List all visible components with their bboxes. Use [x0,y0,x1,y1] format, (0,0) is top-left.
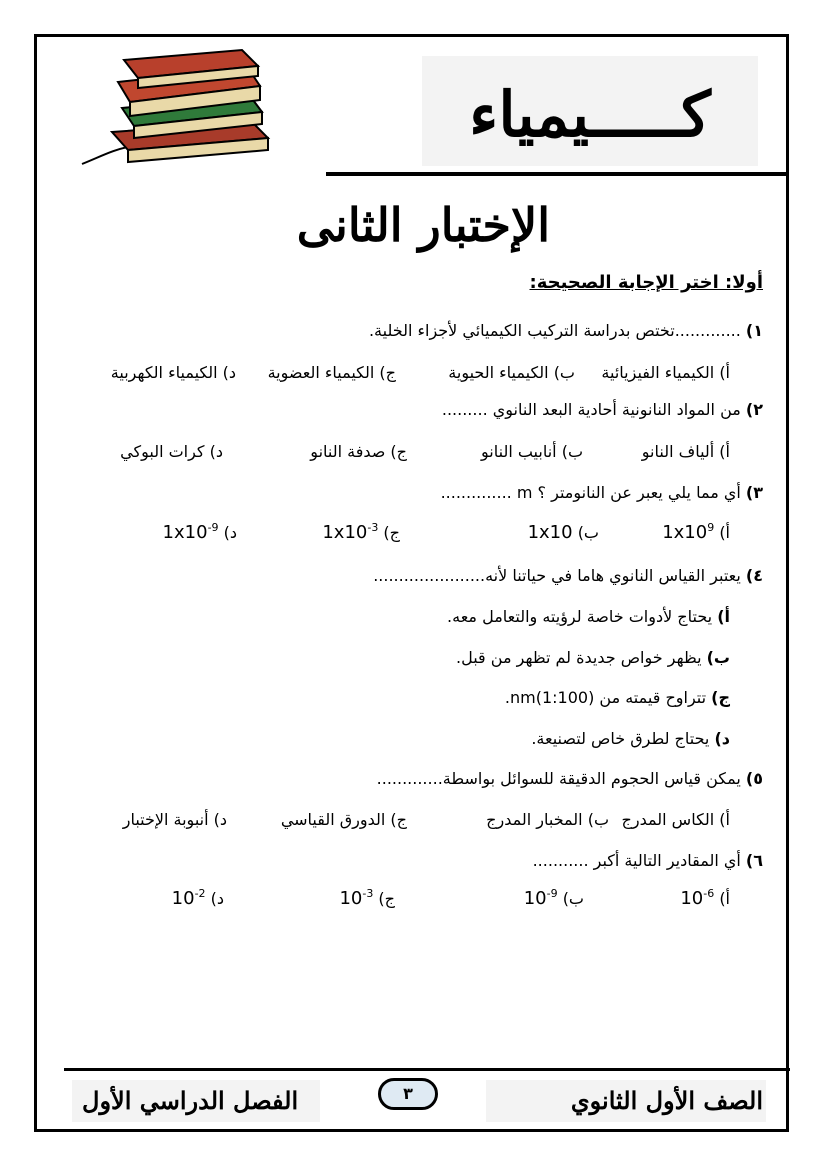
option-d: د) كرات البوكي [120,442,223,461]
option-value: 1x10 [527,522,573,543]
option-b [524,888,584,909]
option-letter: ج) [711,688,730,707]
books-icon [72,46,277,172]
question-4 [373,566,763,585]
question-2 [442,400,763,419]
term-label: الفصل الدراسي الأول [82,1086,299,1115]
option-c: ج) الدورق القياسي [280,810,407,829]
option-b: ب) أنابيب النانو [481,442,583,461]
question-text: .............تختص بدراسة التركيب الكيميائي لأجزاء الخلية. [368,321,741,340]
option-value: $10^{-2}$ [171,887,206,909]
section-heading: أولا: اختر الإجابة الصحيحة: [529,272,763,293]
option-text: يحتاج لطرق خاص لتصنيعة. [531,729,710,748]
option-text: يحتاج لأدوات خاصة لرؤيته والتعامل معه. [447,607,713,626]
option-letter: ج) [378,889,395,908]
question-number: ٤) [745,566,763,585]
option-value: $10^{-9}$ [523,887,558,909]
option-c [505,688,730,707]
subject-title: كـــــيمياء [469,78,711,151]
option-a: أ) الكيمياء الفيزيائية [601,363,730,382]
page-number: ٣ [378,1078,438,1110]
option-value: $1x10^{-3}$ [322,521,379,543]
option-letter: د) [210,889,224,908]
option-c [322,522,400,543]
option-letter: أ) [719,523,730,542]
option-c [339,888,395,909]
question-1 [369,321,763,340]
option-a [447,607,730,626]
option-a [680,888,730,909]
question-6 [533,851,763,870]
option-letter: ج) [383,523,400,542]
question-number: ٣) [745,483,763,502]
grade-label: الصف الأول الثانوي [570,1086,763,1115]
question-number: ٥) [745,769,763,788]
option-d: د) أنبوبة الإختبار [122,810,227,829]
option-d [172,888,224,909]
option-a: أ) الكاس المدرج [621,810,730,829]
option-letter: د) [714,729,730,748]
question-number: ١) [745,321,763,340]
option-b [528,522,599,543]
option-text: تتراوح قيمته من (1:100)nm. [504,688,707,707]
option-value: $10^{-6}$ [680,887,715,909]
option-a: أ) ألياف النانو [641,442,730,461]
option-letter: أ) [717,607,730,626]
option-d: د) الكيمياء الكهربية [110,363,236,382]
option-value: $10^{-3}$ [339,887,374,909]
option-letter: ب) [562,889,584,908]
option-value: $1x10^{-9}$ [162,521,219,543]
option-b [456,648,730,667]
question-text: أي المقادير التالية أكبر ........... [532,851,741,870]
option-letter: ب) [706,648,730,667]
question-3 [441,483,763,502]
option-letter: أ) [719,889,730,908]
question-number: ٢) [745,400,763,419]
test-title: الإختبار الثانى [296,198,550,252]
option-d [531,729,730,748]
header-divider [326,172,789,176]
option-d [163,522,237,543]
option-a [662,522,730,543]
option-letter: د) [223,523,237,542]
option-b: ب) المخبار المدرج [486,810,609,829]
question-number: ٦) [745,851,763,870]
option-text: يظهر خواص جديدة لم تظهر من قبل. [456,648,702,667]
question-5 [377,769,763,788]
question-text: أي مما يلي يعبر عن النانومتر ؟ m .............. [440,483,741,502]
option-c: ج) الكيمياء العضوية [267,363,396,382]
option-c: ج) صدفة النانو [310,442,407,461]
footer-divider [64,1068,790,1071]
option-letter: ب) [577,523,599,542]
question-text: يعتبر القياس النانوي هاما في حياتنا لأنه...................... [373,566,741,585]
question-text: يمكن قياس الحجوم الدقيقة للسوائل بواسطة............. [376,769,741,788]
option-value: $1x10^9$ [662,521,715,543]
question-text: من المواد النانونية أحادية البعد النانوي ......... [441,400,741,419]
option-b: ب) الكيمياء الحيوية [448,363,575,382]
